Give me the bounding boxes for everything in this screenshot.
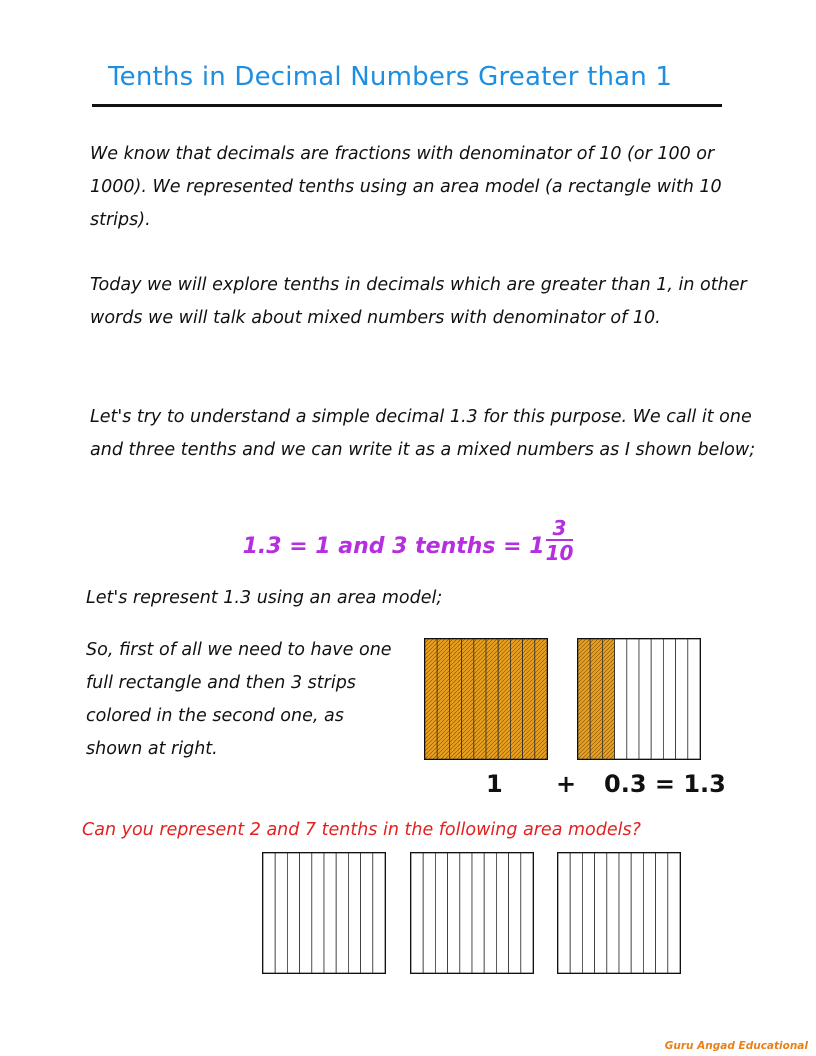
title-underline (92, 104, 722, 107)
intro-paragraph: We know that decimals are fractions with denominator of 10 (or 100 or 1000). We represented tenths using an area model (a rectangle with 10 strips). (90, 144, 722, 230)
shaded-strip (590, 639, 602, 759)
shaded-strip (535, 639, 547, 759)
practice-question: Can you represent 2 and 7 tenths in the following area models? (82, 820, 641, 840)
empty-strip (619, 853, 631, 973)
empty-strip (651, 639, 663, 759)
empty-strip (521, 853, 533, 973)
empty-strip (448, 853, 460, 973)
empty-strip (627, 639, 639, 759)
empty-strip (509, 853, 521, 973)
empty-strip (361, 853, 373, 973)
area-model-svg (425, 639, 547, 759)
publisher-credit: Guru Angad Educational (664, 1040, 808, 1052)
empty-strip (656, 853, 668, 973)
empty-strip (336, 853, 348, 973)
empty-strip (411, 853, 423, 973)
area-model-svg (411, 853, 533, 973)
empty-strip (639, 639, 651, 759)
equation-result: 0.3 = 1.3 (604, 770, 726, 798)
shaded-strip (510, 639, 522, 759)
fraction-numerator: 3 (546, 518, 574, 541)
practice-area-model-1[interactable] (262, 852, 386, 974)
empty-strip (663, 639, 675, 759)
empty-strip (263, 853, 275, 973)
empty-strip (460, 853, 472, 973)
example-paragraph: Let's try to understand a simple decimal 1.3 for this purpose. We call it one and three tenths and we can write it as a mixed numbers as I shown below; (90, 407, 756, 460)
empty-strip (676, 639, 688, 759)
fraction (546, 518, 574, 563)
shaded-strip (425, 639, 437, 759)
empty-strip (582, 853, 594, 973)
equation-plus: + (556, 770, 577, 798)
empty-strip (348, 853, 360, 973)
area-model-svg (558, 853, 680, 973)
empty-strip (631, 853, 643, 973)
shaded-strip (498, 639, 510, 759)
empty-strip (595, 853, 607, 973)
fraction-denominator: 10 (545, 541, 574, 565)
empty-strip (607, 853, 619, 973)
shaded-strip (486, 639, 498, 759)
empty-strip (484, 853, 496, 973)
empty-strip (324, 853, 336, 973)
explanation-text: So, first of all we need to have one full rectangle and then 3 strips colored in the second one, as shown at right. (86, 640, 392, 759)
shaded-strip (474, 639, 486, 759)
empty-strip (496, 853, 508, 973)
represent-heading: Let's represent 1.3 using an area model; (86, 588, 443, 608)
empty-strip (435, 853, 447, 973)
empty-strip (300, 853, 312, 973)
practice-area-model-2[interactable] (410, 852, 534, 974)
empty-strip (275, 853, 287, 973)
empty-strip (570, 853, 582, 973)
equation-text: 1.3 = 1 and 3 tenths = 1 (242, 533, 545, 559)
empty-strip (688, 639, 700, 759)
area-model-svg (578, 639, 700, 759)
shaded-strip (578, 639, 590, 759)
shaded-strip (602, 639, 614, 759)
empty-strip (287, 853, 299, 973)
empty-strip (373, 853, 385, 973)
empty-strip (312, 853, 324, 973)
empty-strip (423, 853, 435, 973)
area-model-three-tenths (577, 638, 701, 760)
empty-strip (472, 853, 484, 973)
shaded-strip (523, 639, 535, 759)
shaded-strip (437, 639, 449, 759)
shaded-strip (449, 639, 461, 759)
area-model-svg (263, 853, 385, 973)
area-model-whole (424, 638, 548, 760)
equation-one: 1 (486, 770, 503, 798)
mixed-number-equation (0, 516, 816, 567)
empty-strip (615, 639, 627, 759)
empty-strip (668, 853, 680, 973)
explore-paragraph: Today we will explore tenths in decimals which are greater than 1, in other words we will talk about mixed numbers with denominator of 10. (90, 275, 747, 328)
shaded-strip (462, 639, 474, 759)
empty-strip (558, 853, 570, 973)
practice-area-model-3[interactable] (557, 852, 681, 974)
empty-strip (643, 853, 655, 973)
page-title: Tenths in Decimal Numbers Greater than 1 (108, 62, 673, 92)
